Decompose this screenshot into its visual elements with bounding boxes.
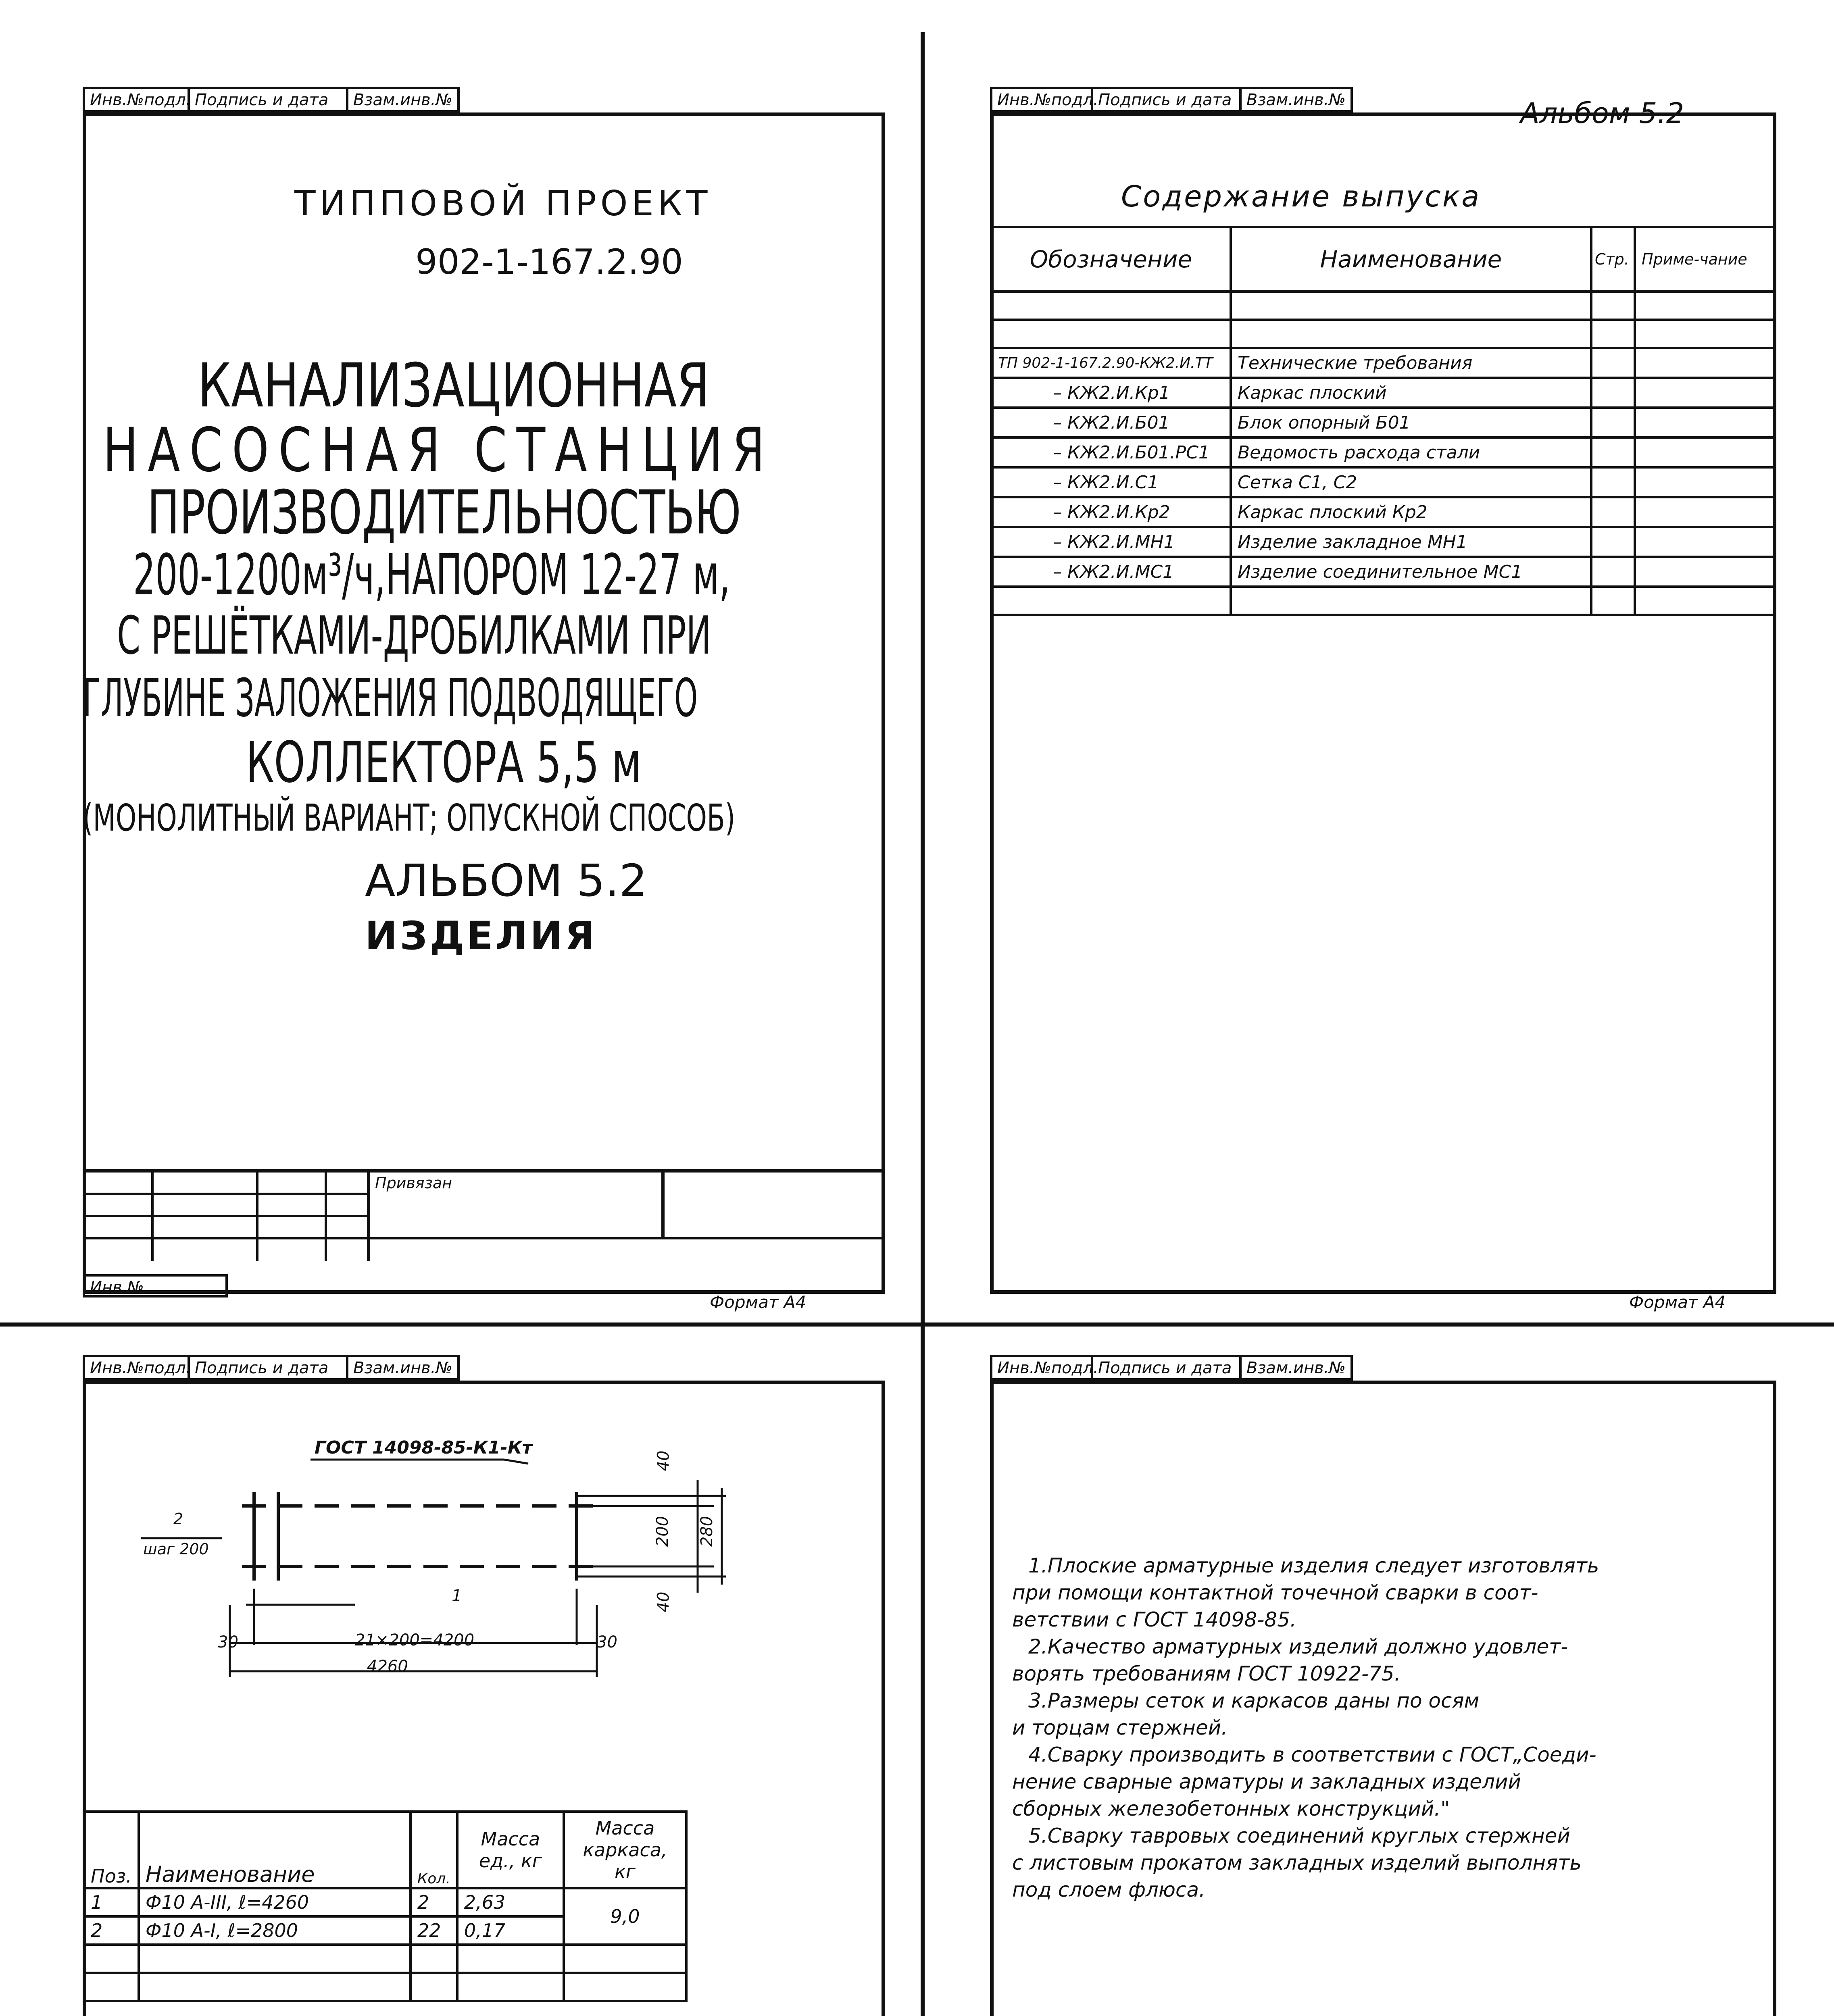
req-line: 1.Плоские арматурные изделия следует изготовлять xyxy=(1028,1554,1599,1577)
album-content: ИЗДЕЛИЯ xyxy=(365,913,597,958)
table-row: – КЖ2.И.Б01 Блок опорный Б01 xyxy=(991,408,1775,437)
spec-header-name: Наименование xyxy=(139,1812,411,1888)
table-row: – КЖ2.И.МС1 Изделие соединительное МС1 xyxy=(991,557,1775,587)
spec-header-total: Масса каркаса, кг xyxy=(564,1812,686,1888)
spec-header-mass: Масса ед., кг xyxy=(457,1812,564,1888)
title-line-3: ПРОИЗВОДИТЕЛЬНОСТЬЮ xyxy=(147,478,741,548)
spec-table xyxy=(83,1810,688,2002)
req-line: при помощи контактной точечной сварки в соот- xyxy=(1012,1581,1538,1604)
tab-vzam: Взам.инв.№ xyxy=(1246,1359,1346,1377)
req-line: и торцам стержней. xyxy=(1012,1716,1228,1739)
dim-30-right: 30 xyxy=(597,1633,617,1652)
col-designation: Обозначение xyxy=(991,227,1231,292)
title-line-4: 200-1200м³/ч,НАПОРОМ 12-27 м, xyxy=(133,542,730,608)
sheet1-binding-stamp xyxy=(83,1169,885,1261)
sheet1-privyazan: Привязан xyxy=(375,1174,452,1192)
sheet3-side-tabs xyxy=(83,1355,460,1381)
sheet4-side-tabs xyxy=(990,1355,1353,1381)
table-row: – КЖ2.И.Кр1 Каркас плоский xyxy=(991,378,1775,408)
col-name: Наименование xyxy=(1231,227,1591,292)
table-row: ТП 902-1-167.2.90-КЖ2.И.ТТ Технические требования xyxy=(991,348,1775,378)
tab-inv: Инв.№подл. xyxy=(992,89,1093,110)
req-line: 3.Размеры сеток и каркасов даны по осям xyxy=(1028,1689,1480,1712)
tab-sign: Подпись и дата xyxy=(190,89,348,110)
sheet1-inv-no: Инв.№ xyxy=(90,1278,144,1297)
position-1: 1 xyxy=(452,1587,462,1605)
table-row: – КЖ2.И.Б01.РС1 Ведомость расхода стали xyxy=(991,437,1775,467)
req-line: ветствии с ГОСТ 14098-85. xyxy=(1012,1608,1296,1631)
table-row: – КЖ2.И.Кр2 Каркас плоский Кр2 xyxy=(991,497,1775,527)
dim-30-left: 30 xyxy=(218,1633,238,1652)
spec-total: 9,0 xyxy=(564,1888,686,1945)
dim-40-top: 40 xyxy=(654,1450,673,1471)
title-line-6: ГЛУБИНЕ ЗАЛОЖЕНИЯ ПОДВОДЯЩЕГО xyxy=(83,667,698,729)
project-label: ТИППОВОЙ ПРОЕКТ xyxy=(294,183,712,224)
tab-vzam: Взам.инв.№ xyxy=(353,91,452,109)
table-row: 1 Ф10 А-III, ℓ=4260 2 2,63 9,0 xyxy=(84,1888,686,1916)
sheet2-album: Альбом 5.2 xyxy=(1520,97,1684,130)
tab-sign: Подпись и дата xyxy=(1093,1357,1242,1378)
tab-inv: Инв.№подл. xyxy=(85,1357,190,1378)
project-code: 902-1-167.2.90 xyxy=(415,242,683,282)
tab-vzam: Взам.инв.№ xyxy=(1246,91,1346,109)
title-line-1: КАНАЛИЗАЦИОННАЯ xyxy=(198,351,710,421)
req-line: под слоем флюса. xyxy=(1012,1878,1205,1901)
album-number: АЛЬБОМ 5.2 xyxy=(365,855,648,906)
tab-vzam: Взам.инв.№ xyxy=(353,1359,452,1377)
table-row: – КЖ2.И.МН1 Изделие закладное МН1 xyxy=(991,527,1775,557)
sheet2-format: Формат А4 xyxy=(1629,1292,1726,1312)
req-line: 5.Сварку тавровых соединений круглых стержней xyxy=(1028,1824,1570,1847)
col-page: Стр. xyxy=(1591,227,1635,292)
variant-line: (МОНОЛИТНЫЙ ВАРИАНТ; ОПУСКНОЙ СПОСОБ) xyxy=(83,796,736,839)
dim-total: 4260 xyxy=(367,1657,408,1676)
req-line: 4.Сварку производить в соответствии с ГОСТ„Соеди- xyxy=(1028,1743,1596,1766)
title-line-5: С РЕШЁТКАМИ-ДРОБИЛКАМИ ПРИ xyxy=(117,605,711,666)
req-line: ворять требованиям ГОСТ 10922-75. xyxy=(1012,1662,1401,1685)
req-line: 2.Качество арматурных изделий должно удовлет- xyxy=(1028,1635,1568,1658)
contents-title: Содержание выпуска xyxy=(1121,179,1481,213)
horizontal-divider xyxy=(0,1322,1834,1327)
dim-200: 200 xyxy=(653,1516,672,1547)
dim-40-bottom: 40 xyxy=(654,1591,673,1612)
title-line-7: КОЛЛЕКТОРА 5,5 м xyxy=(246,730,642,796)
req-line: сборных железобетонных конструкций." xyxy=(1012,1797,1450,1820)
contents-table xyxy=(990,226,1776,616)
req-line: нение сварные арматуры и закладных изделий xyxy=(1012,1770,1521,1793)
table-row: 2 Ф10 А-I, ℓ=2800 22 0,17 xyxy=(84,1916,686,1945)
spec-header-qty: Кол. xyxy=(411,1812,457,1888)
spec-header-pos: Поз. xyxy=(84,1812,139,1888)
vertical-divider xyxy=(921,32,925,2016)
step-denominator: шаг 200 xyxy=(143,1540,209,1558)
req-line: с листовым прокатом закладных изделий выполнять xyxy=(1012,1851,1582,1874)
title-line-2: НАСОСНАЯ СТАНЦИЯ xyxy=(103,415,775,485)
sheet1-side-tabs xyxy=(83,87,460,112)
sheet1-format: Формат А4 xyxy=(710,1292,807,1312)
gost-callout: ГОСТ 14098-85-К1-Кт xyxy=(315,1437,533,1458)
dim-280: 280 xyxy=(698,1516,717,1547)
tab-sign: Подпись и дата xyxy=(190,1357,348,1378)
tab-sign: Подпись и дата xyxy=(1093,89,1242,110)
tab-inv: Инв.№подл. xyxy=(85,89,190,110)
table-row: – КЖ2.И.С1 Сетка С1, С2 xyxy=(991,467,1775,497)
sheet2-side-tabs xyxy=(990,87,1353,112)
tab-inv: Инв.№подл. xyxy=(992,1357,1093,1378)
requirements-text xyxy=(1012,1552,1599,1904)
col-note: Приме-чание xyxy=(1635,227,1775,292)
dim-chain: 21×200=4200 xyxy=(355,1631,475,1649)
step-numerator: 2 xyxy=(173,1510,183,1528)
sheet1-inv-tab xyxy=(83,1274,228,1297)
